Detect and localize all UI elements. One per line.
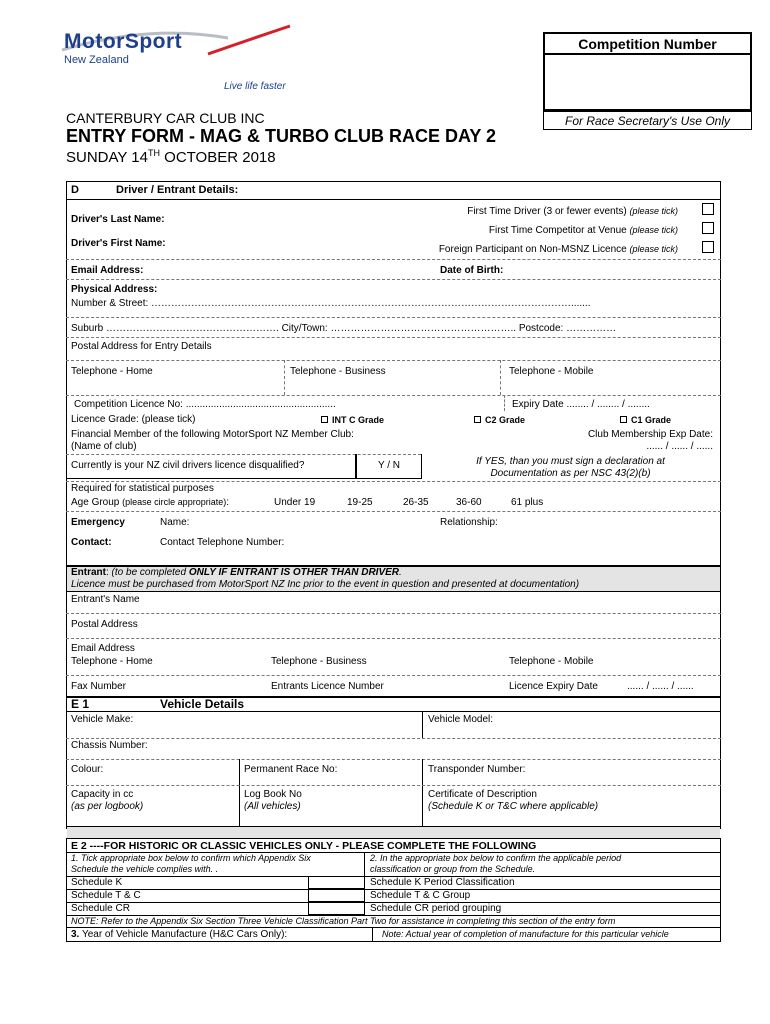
entrant-licence-note: Licence must be purchased from MotorSport NZ Inc prior to the event in question and presented at documentation) (71, 579, 580, 590)
vehicle-make-label: Vehicle Make: (71, 714, 134, 725)
drivers-first-name-label: Driver's First Name: (71, 238, 166, 249)
emergency-label: Emergency (71, 517, 125, 528)
age-36-60[interactable]: 36-60 (456, 497, 482, 508)
disqualified-yes-no[interactable]: Y / N (356, 454, 422, 479)
schedule-k-checkbox[interactable] (308, 876, 365, 889)
number-street-field[interactable]: Number & Street: ………………………………………………………………………………………………………………....... (71, 298, 591, 309)
vehicle-section-title: Vehicle Details (160, 697, 245, 711)
statistical-purposes-label: Required for statistical purposes (71, 483, 214, 494)
schedule-tc-checkbox[interactable] (308, 889, 365, 902)
licence-grade-label: Licence Grade: (please tick) (71, 414, 196, 425)
year-of-manufacture-label: 3. Year of Vehicle Manufacture (H&C Cars Only): (71, 929, 288, 940)
grade-int-c-option[interactable]: INT C Grade (321, 415, 384, 425)
entrant-heading: Entrant: (to be completed ONLY IF ENTRANT IS OTHER THAN DRIVER. (71, 567, 402, 578)
disqualified-question: Currently is your NZ civil drivers licence disqualified? (66, 454, 356, 479)
certificate-of-description-note: (Schedule K or T&C where applicable) (428, 801, 599, 812)
schedule-k-label: Schedule K (71, 877, 123, 888)
foreign-participant-label: Foreign Participant on Non-MSNZ Licence (please tick) (438, 244, 678, 255)
form-title: ENTRY FORM - MAG & TURBO CLUB RACE DAY 2 (66, 126, 497, 146)
financial-member-label: Financial Member of the following MotorSport NZ Member Club: (71, 429, 354, 440)
club-membership-exp-field[interactable]: ...... / ...... / ...... (646, 441, 713, 452)
entrant-telephone-mobile-label: Telephone - Mobile (509, 656, 594, 667)
e2-left-instruction: 1. Tick appropriate box below to confirm which Appendix Six Schedule the vehicle complies with. . (71, 853, 311, 874)
section-d-title: Driver / Entrant Details: (116, 184, 239, 196)
date-of-birth-label: Date of Birth: (440, 265, 504, 276)
competition-number-title: Competition Number (545, 34, 750, 55)
emergency-relationship-label: Relationship: (440, 517, 498, 528)
e2-right-instruction: 2. In the appropriate box below to confirm the applicable period classification or group from the Schedule. (370, 853, 622, 874)
chassis-number-label: Chassis Number: (71, 740, 148, 751)
vehicle-details-section (66, 697, 721, 829)
logo-tagline: Live life faster (224, 81, 286, 92)
entrant-email-label: Email Address (71, 643, 135, 654)
entrant-telephone-business-label: Telephone - Business (271, 656, 367, 667)
club-name: CANTERBURY CAR CLUB INC (66, 110, 265, 126)
vehicle-model-label: Vehicle Model: (428, 714, 494, 725)
emergency-contact-label: Contact: (71, 537, 112, 548)
first-time-competitor-label: First Time Competitor at Venue (please tick) (488, 225, 678, 236)
schedule-cr-label: Schedule CR (71, 903, 130, 914)
entrant-telephone-home-label: Telephone - Home (71, 656, 153, 667)
entrant-fax-label: Fax Number (71, 681, 127, 692)
colour-label: Colour: (71, 764, 104, 775)
logo-subtitle: New Zealand (64, 54, 129, 66)
entrants-name-label: Entrant's Name (71, 594, 140, 605)
section-d-code: D (71, 184, 79, 196)
motorsport-logo (58, 20, 298, 100)
first-time-driver-label: First Time Driver (3 or fewer events) (please tick) (467, 206, 678, 217)
schedule-cr-grouping-label: Schedule CR period grouping (370, 903, 502, 914)
age-19-25[interactable]: 19-25 (347, 497, 373, 508)
telephone-mobile-label: Telephone - Mobile (509, 366, 594, 377)
age-group-label: Age Group (please circle appropriate): (71, 497, 229, 508)
drivers-last-name-label: Driver's Last Name: (71, 214, 165, 225)
licence-expiry-field[interactable]: Expiry Date ........ / ........ / ........ (512, 399, 650, 410)
permanent-race-no-label: Permanent Race No: (244, 764, 338, 775)
email-label: Email Address: (71, 265, 144, 276)
age-61-plus[interactable]: 61 plus (511, 497, 544, 508)
event-date: SUNDAY 14TH OCTOBER 2018 (66, 148, 276, 166)
first-time-driver-checkbox[interactable] (702, 203, 714, 215)
race-secretary-note: For Race Secretary's Use Only (543, 111, 752, 130)
schedule-k-period-label: Schedule K Period Classification (370, 877, 515, 888)
emergency-name-label: Name: (160, 517, 190, 528)
telephone-home-label: Telephone - Home (71, 366, 153, 377)
competition-licence-field[interactable]: Competition Licence No: ...................................................... (74, 399, 336, 410)
schedule-tc-group-label: Schedule T & C Group (370, 890, 471, 901)
grade-c1-option[interactable]: C1 Grade (620, 415, 671, 425)
club-name-field[interactable]: (Name of club) (71, 441, 137, 452)
competition-number-field[interactable] (545, 55, 750, 109)
postal-address-label: Postal Address for Entry Details (71, 341, 212, 352)
transponder-number-label: Transponder Number: (428, 764, 526, 775)
age-26-35[interactable]: 26-35 (403, 497, 429, 508)
grade-c2-option[interactable]: C2 Grade (474, 415, 525, 425)
suburb-city-postcode-field[interactable]: Suburb ……………………………………………. City/Town: ……………………………………………….. Postcode: …………… (71, 323, 617, 334)
vehicle-section-code: E 1 (71, 697, 90, 711)
schedule-tc-label: Schedule T & C (71, 890, 141, 901)
e2-note: NOTE: Refer to the Appendix Six Section Three Vehicle Classification Part Two for assistance in completing this section of the entry form (71, 916, 616, 926)
first-time-competitor-checkbox[interactable] (702, 222, 714, 234)
year-of-manufacture-note: Note: Actual year of completion of manufacture for this particular vehicle (382, 929, 669, 939)
schedule-cr-checkbox[interactable] (308, 902, 365, 915)
entrant-licence-expiry-field[interactable]: ...... / ...... / ...... (627, 681, 694, 692)
certificate-of-description-label: Certificate of Description (428, 789, 537, 800)
logo-brand: MotorSport (64, 30, 183, 53)
logbook-label: Log Book No (244, 789, 302, 800)
capacity-note: (as per logbook) (71, 801, 144, 812)
entrant-postal-address-label: Postal Address (71, 619, 138, 630)
competition-number-box (543, 32, 752, 111)
age-under-19[interactable]: Under 19 (274, 497, 316, 508)
e2-title: E 2 ----FOR HISTORIC OR CLASSIC VEHICLES ONLY - PLEASE COMPLETE THE FOLLOWING (71, 840, 537, 852)
entrant-licence-expiry-label: Licence Expiry Date (509, 681, 598, 692)
logbook-note: (All vehicles) (244, 801, 301, 812)
telephone-business-label: Telephone - Business (290, 366, 386, 377)
entrant-licence-number-label: Entrants Licence Number (271, 681, 384, 692)
foreign-participant-checkbox[interactable] (702, 241, 714, 253)
emergency-contact-phone-label: Contact Telephone Number: (160, 537, 285, 548)
if-yes-declaration-note: If YES, than you must sign a declaration at Documentation as per NSC 43(2)(b) (476, 456, 665, 479)
capacity-label: Capacity in cc (71, 789, 134, 800)
physical-address-label: Physical Address: (71, 284, 158, 295)
club-membership-exp-label: Club Membership Exp Date: (587, 429, 713, 440)
